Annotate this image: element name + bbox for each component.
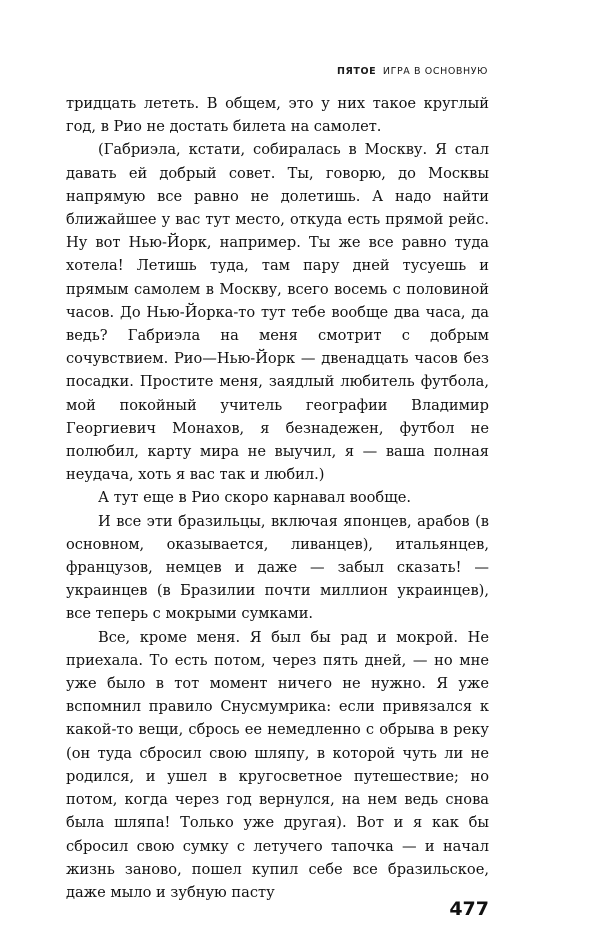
paragraph: И все эти бразильцы, включая японцев, арабов (в основном, оказывается, ливанцев), итальянцев, французов, немцев и даже — забыл сказать! — украинцев (в Бразилии почти миллион украинцев), все теперь с мокрыми сумками.: [66, 512, 489, 623]
running-head: [337, 66, 488, 77]
paragraph: А тут еще в Рио скоро карнавал вообще.: [98, 489, 412, 507]
running-head-title: ИГРА В ОСНОВНУЮ: [382, 66, 488, 77]
paragraph: (Габриэла, кстати, собиралась в Москву. Я стал давать ей добрый совет. Ты, говорю, до Москвы напрямую все равно не долетишь. А надо найти ближайшее у вас тут место, откуда есть прямой рейс. Ну вот Нью-Йорк, например. Ты же все равно туда хотела! Летишь туда, там пару дней тусуешь и прямым самолем в Москву, всего восемь с половиной часов. До Нью-Йорка-то тут тебе вообще два часа, да ведь? Габриэла на меня смотрит с добрым сочувствием. Рио—Нью-Йорк — двенадцать часов без посадки. Простите меня, заядлый любитель футбола, мой покойный учитель географии Владимир Георгиевич Монахов, я безнадежен, футбол не полюбил, карту мира не выучил, я — ваша полная неудача, хоть я вас так и любил.): [66, 141, 489, 484]
paragraph: Все, кроме меня. Я был бы рад и мокрой. Не приехала. То есть потом, через пять дней, — но мне уже было в тот момент ничего не нужно. Я уже вспомнил правило Снусмумрика: если привязался к какой-то вещи, сбрось ее немедленно с обрыва в реку (он туда сбросил свою шляпу, в которой чуть ли не родился, и ушел в кругосветное путешествие; но потом, когда через год вернулся, на нем ведь снова была шляпа! Только уже другая). Вот и я как бы сбросил свою сумку с летучего тапочка — и начал жизнь заново, пошел купил себе все бразильское, даже мыло и зубную пасту: [66, 628, 489, 901]
page-number: 477: [449, 898, 489, 920]
paragraph: тридцать лететь. В общем, это у них такое круглый год, в Рио не достать билета на самолет.: [66, 95, 489, 136]
body-text: [66, 92, 489, 904]
running-head-chapter: ПЯТОЕ: [336, 66, 377, 77]
